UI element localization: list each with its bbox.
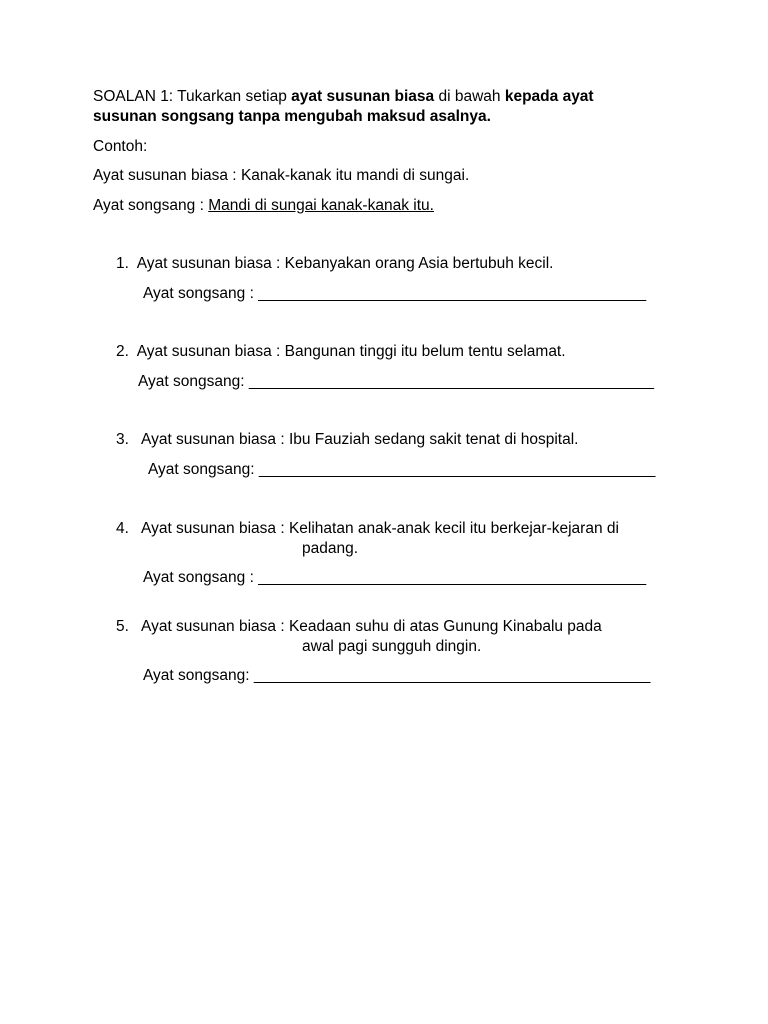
question-2-normal <box>116 342 566 362</box>
question-4-answer <box>143 568 646 588</box>
question-3-answer <box>148 460 655 480</box>
question-1-answer-label: Ayat songsang : <box>143 285 259 302</box>
question-5-normal-text: Keadaan suhu di atas Gunung Kinabalu pada <box>288 618 602 635</box>
question-4-number: 4. <box>116 520 129 537</box>
question-1-number: 1. <box>116 255 129 272</box>
instruction-mid: di bawah <box>434 88 505 105</box>
question-3-number: 3. <box>116 431 129 448</box>
question-5-normal-line2: awal pagi sungguh dingin. <box>302 638 482 655</box>
question-3-normal <box>116 430 578 450</box>
instruction-line-1 <box>93 87 594 107</box>
instruction-bold-2: kepada ayat <box>504 88 594 105</box>
question-1-normal-label: Ayat susunan biasa : <box>136 255 285 272</box>
question-2-normal-label: Ayat susunan biasa : <box>136 343 285 360</box>
example-normal <box>93 166 469 186</box>
question-3-answer-blank[interactable]: ______________________________________________ <box>258 461 656 478</box>
example-inverted-label: Ayat songsang : <box>93 197 209 214</box>
question-1-normal <box>116 254 554 274</box>
example-inverted-text: Mandi di sungai kanak-kanak itu. <box>208 197 434 214</box>
question-4-answer-blank[interactable]: _____________________________________________ <box>258 569 647 586</box>
example-inverted <box>93 196 434 216</box>
question-2-normal-text: Bangunan tinggi itu belum tentu selamat. <box>284 343 566 360</box>
example-normal-text: Kanak-kanak itu mandi di sungai. <box>240 167 470 184</box>
instruction-line2-end: . <box>486 108 491 125</box>
question-5-normal <box>116 617 602 637</box>
instruction-prefix: SOALAN 1: Tukarkan setiap <box>93 88 292 105</box>
question-5-number: 5. <box>116 618 129 635</box>
question-4-normal-label: Ayat susunan biasa : <box>141 520 289 537</box>
question-4-answer-label: Ayat songsang : <box>143 569 259 586</box>
question-2-number: 2. <box>116 343 129 360</box>
question-2-answer-blank[interactable]: _______________________________________________ <box>248 373 655 390</box>
example-normal-label: Ayat susunan biasa : <box>93 167 241 184</box>
question-2-answer <box>138 372 654 392</box>
question-4-normal <box>116 519 619 539</box>
question-1-answer-blank[interactable]: _____________________________________________ <box>258 285 647 302</box>
question-4-normal-line2: padang. <box>302 540 359 557</box>
question-2-answer-label: Ayat songsang: <box>138 373 249 390</box>
question-3-normal-text: Ibu Fauziah sedang sakit tenat di hospital. <box>288 431 579 448</box>
question-3-normal-label: Ayat susunan biasa : <box>141 431 289 448</box>
question-3-answer-label: Ayat songsang: <box>148 461 259 478</box>
instruction-line2-bold: susunan songsang tanpa mengubah maksud asalnya <box>93 108 487 125</box>
question-5-normal-label: Ayat susunan biasa : <box>141 618 289 635</box>
question-5-answer-label: Ayat songsang: <box>143 667 254 684</box>
instruction-bold-1: ayat susunan biasa <box>291 88 435 105</box>
question-5-answer <box>143 666 650 686</box>
question-1-normal-text: Kebanyakan orang Asia bertubuh kecil. <box>284 255 554 272</box>
question-1-answer <box>143 284 646 304</box>
instruction-line-2 <box>93 107 491 127</box>
question-5-answer-blank[interactable]: ______________________________________________ <box>253 667 651 684</box>
question-4-normal-text: Kelihatan anak-anak kecil itu berkejar-kejaran di <box>288 520 619 537</box>
example-heading: Contoh: <box>93 138 148 155</box>
